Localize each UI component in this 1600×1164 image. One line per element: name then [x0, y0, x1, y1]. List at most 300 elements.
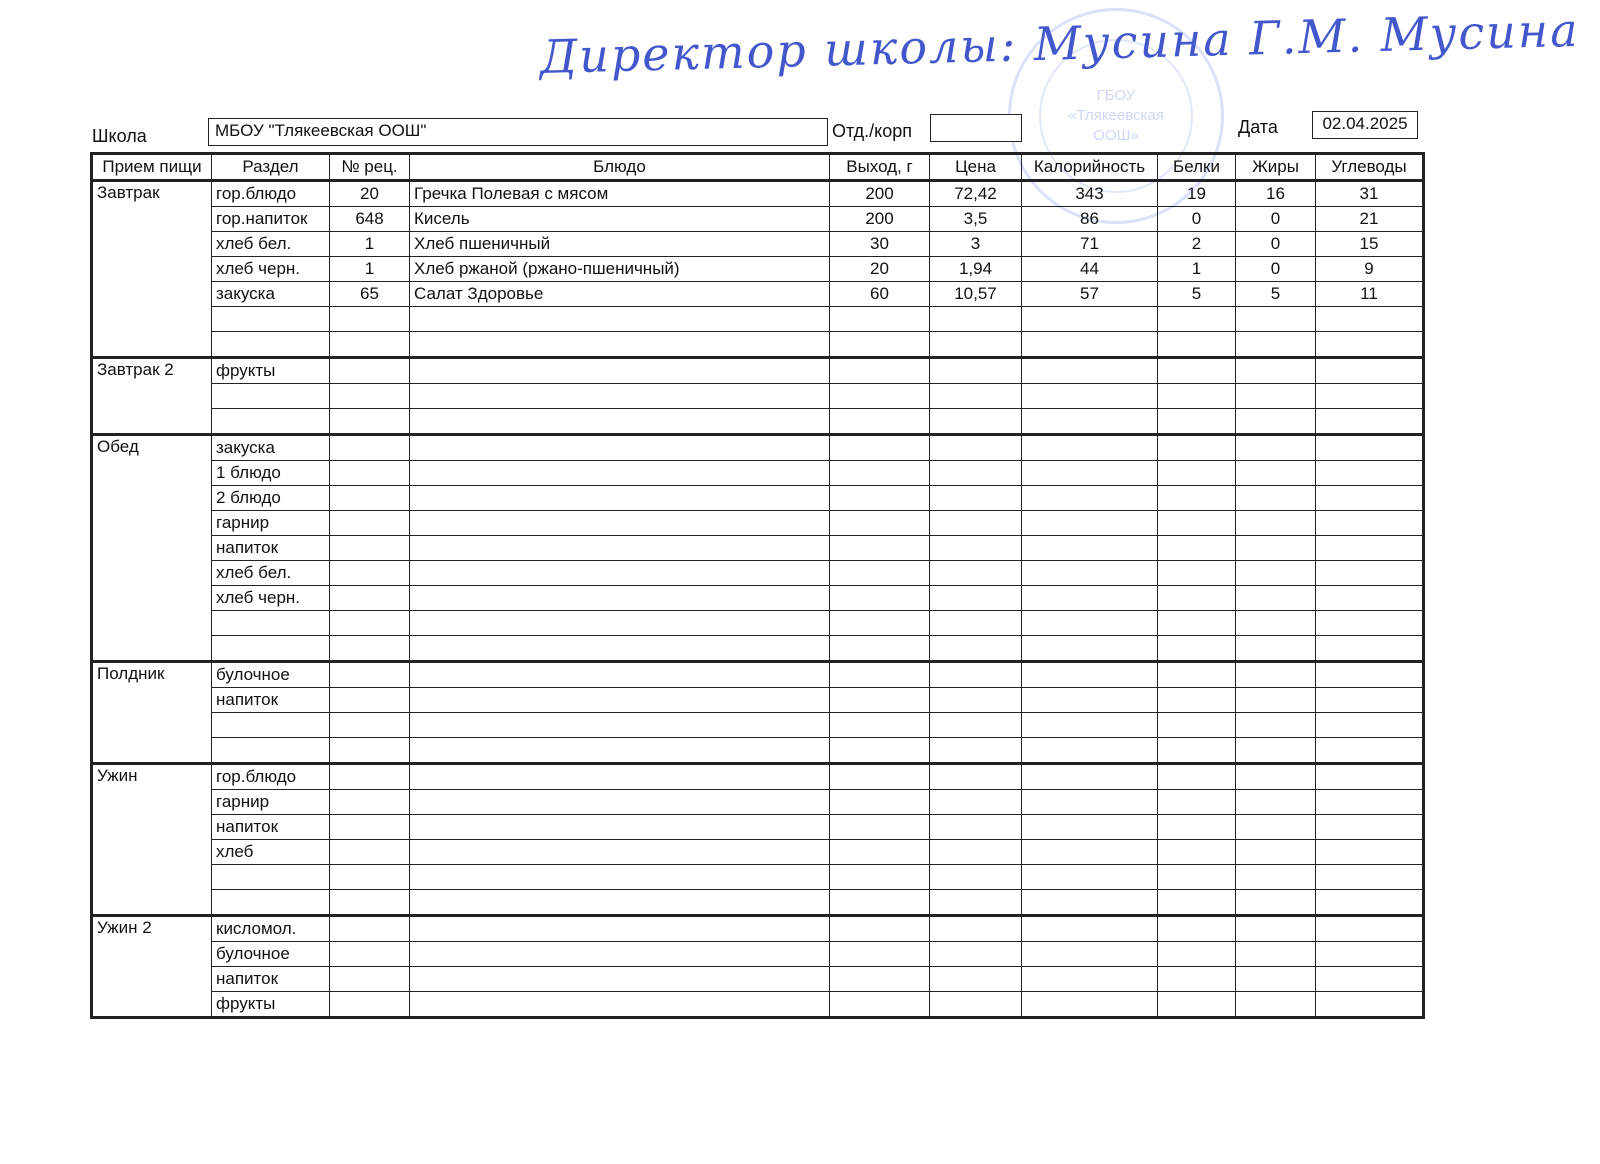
price-cell [930, 916, 1022, 942]
dish-cell [410, 865, 830, 890]
dish-cell [410, 586, 830, 611]
recipe-cell [330, 384, 410, 409]
protein-cell: 5 [1158, 282, 1236, 307]
dish-cell [410, 790, 830, 815]
table-row [92, 636, 1424, 662]
yield-cell: 30 [830, 232, 930, 257]
protein-cell [1158, 461, 1236, 486]
protein-cell [1158, 942, 1236, 967]
table-row [92, 181, 1424, 207]
recipe-cell [330, 942, 410, 967]
section-cell: гарнир [212, 511, 330, 536]
carbs-cell [1316, 636, 1424, 662]
protein-cell [1158, 611, 1236, 636]
table-row [92, 435, 1424, 461]
section-cell [212, 332, 330, 358]
price-cell [930, 662, 1022, 688]
section-cell [212, 713, 330, 738]
dish-cell [410, 536, 830, 561]
carbs-cell [1316, 738, 1424, 764]
kcal-cell: 343 [1022, 181, 1158, 207]
stamp-line: ГБОУ [1096, 87, 1136, 104]
kcal-cell [1022, 764, 1158, 790]
col-header-protein: Белки [1158, 154, 1236, 181]
stamp-line: «Тлякеевская [1068, 107, 1164, 124]
fat-cell [1236, 586, 1316, 611]
price-cell [930, 713, 1022, 738]
fat-cell [1236, 662, 1316, 688]
yield-cell [830, 840, 930, 865]
fat-cell: 16 [1236, 181, 1316, 207]
recipe-cell [330, 790, 410, 815]
price-cell [930, 561, 1022, 586]
fat-cell [1236, 486, 1316, 511]
protein-cell [1158, 688, 1236, 713]
kcal-cell [1022, 586, 1158, 611]
school-label: Школа [92, 126, 147, 146]
section-cell: гор.блюдо [212, 181, 330, 207]
dish-cell [410, 307, 830, 332]
dish-cell [410, 636, 830, 662]
director-signature: Директор школы: Мусина Г.М. Мусина [539, 2, 1581, 85]
protein-cell [1158, 586, 1236, 611]
table-row [92, 688, 1424, 713]
recipe-cell [330, 561, 410, 586]
fat-cell [1236, 713, 1316, 738]
dish-cell: Салат Здоровье [410, 282, 830, 307]
dish-cell [410, 611, 830, 636]
recipe-cell [330, 916, 410, 942]
fat-cell [1236, 332, 1316, 358]
protein-cell [1158, 916, 1236, 942]
recipe-cell [330, 815, 410, 840]
price-cell [930, 890, 1022, 916]
carbs-cell [1316, 561, 1424, 586]
table-row [92, 764, 1424, 790]
fat-cell [1236, 461, 1316, 486]
yield-cell [830, 815, 930, 840]
kcal-cell [1022, 967, 1158, 992]
protein-cell [1158, 865, 1236, 890]
price-cell [930, 536, 1022, 561]
table-row [92, 384, 1424, 409]
table-row [92, 916, 1424, 942]
carbs-cell: 9 [1316, 257, 1424, 282]
dish-cell: Хлеб пшеничный [410, 232, 830, 257]
kcal-cell: 57 [1022, 282, 1158, 307]
fat-cell: 0 [1236, 257, 1316, 282]
kcal-cell [1022, 511, 1158, 536]
carbs-cell [1316, 384, 1424, 409]
kcal-cell [1022, 461, 1158, 486]
protein-cell [1158, 561, 1236, 586]
date-field[interactable]: 02.04.2025 [1312, 111, 1418, 139]
protein-cell [1158, 536, 1236, 561]
section-cell [212, 865, 330, 890]
recipe-cell [330, 536, 410, 561]
dish-cell [410, 358, 830, 384]
protein-cell: 19 [1158, 181, 1236, 207]
recipe-cell [330, 461, 410, 486]
dish-cell: Хлеб ржаной (ржано-пшеничный) [410, 257, 830, 282]
yield-cell [830, 764, 930, 790]
section-cell: напиток [212, 967, 330, 992]
section-cell: гор.блюдо [212, 764, 330, 790]
protein-cell [1158, 738, 1236, 764]
price-cell [930, 384, 1022, 409]
dish-cell: Гречка Полевая с мясом [410, 181, 830, 207]
recipe-cell [330, 586, 410, 611]
yield-cell [830, 461, 930, 486]
section-cell: 2 блюдо [212, 486, 330, 511]
carbs-cell [1316, 536, 1424, 561]
yield-cell: 20 [830, 257, 930, 282]
kcal-cell [1022, 486, 1158, 511]
dish-cell [410, 942, 830, 967]
fat-cell [1236, 358, 1316, 384]
carbs-cell [1316, 916, 1424, 942]
recipe-cell [330, 688, 410, 713]
yield-cell [830, 865, 930, 890]
section-cell: закуска [212, 435, 330, 461]
table-row [92, 713, 1424, 738]
recipe-cell: 1 [330, 232, 410, 257]
price-cell [930, 764, 1022, 790]
kcal-cell [1022, 636, 1158, 662]
table-row [92, 942, 1424, 967]
fat-cell: 0 [1236, 232, 1316, 257]
table-row [92, 257, 1424, 282]
kcal-cell [1022, 713, 1158, 738]
protein-cell [1158, 840, 1236, 865]
carbs-cell [1316, 713, 1424, 738]
price-cell [930, 636, 1022, 662]
kcal-cell: 71 [1022, 232, 1158, 257]
carbs-cell [1316, 358, 1424, 384]
yield-cell [830, 967, 930, 992]
table-row [92, 890, 1424, 916]
dish-cell: Кисель [410, 207, 830, 232]
dish-cell [410, 461, 830, 486]
dish-cell [410, 764, 830, 790]
fat-cell [1236, 967, 1316, 992]
school-field[interactable]: МБОУ "Тлякеевская ООШ" [208, 118, 828, 146]
yield-cell: 200 [830, 181, 930, 207]
col-header-yield: Выход, г [830, 154, 930, 181]
fat-cell [1236, 307, 1316, 332]
recipe-cell [330, 636, 410, 662]
dish-cell [410, 561, 830, 586]
carbs-cell [1316, 586, 1424, 611]
section-cell [212, 307, 330, 332]
protein-cell: 0 [1158, 207, 1236, 232]
dish-cell [410, 435, 830, 461]
protein-cell [1158, 713, 1236, 738]
fat-cell [1236, 992, 1316, 1018]
dish-cell [410, 688, 830, 713]
dish-cell [410, 738, 830, 764]
col-header-recipe: № рец. [330, 154, 410, 181]
carbs-cell: 11 [1316, 282, 1424, 307]
meal-cell: Завтрак [92, 181, 212, 358]
price-cell [930, 332, 1022, 358]
recipe-cell: 20 [330, 181, 410, 207]
price-cell [930, 307, 1022, 332]
table-row [92, 511, 1424, 536]
protein-cell [1158, 486, 1236, 511]
recipe-cell [330, 764, 410, 790]
protein-cell [1158, 435, 1236, 461]
section-cell: булочное [212, 662, 330, 688]
section-cell [212, 738, 330, 764]
price-cell: 10,57 [930, 282, 1022, 307]
section-cell: хлеб черн. [212, 586, 330, 611]
section-cell: хлеб [212, 840, 330, 865]
table-row [92, 232, 1424, 257]
price-cell [930, 486, 1022, 511]
fat-cell [1236, 840, 1316, 865]
fat-cell [1236, 435, 1316, 461]
price-cell [930, 358, 1022, 384]
protein-cell: 2 [1158, 232, 1236, 257]
dish-cell [410, 713, 830, 738]
table-row [92, 358, 1424, 384]
price-cell [930, 511, 1022, 536]
section-cell: 1 блюдо [212, 461, 330, 486]
section-cell: напиток [212, 815, 330, 840]
kcal-cell [1022, 688, 1158, 713]
col-header-kcal: Калорийность [1022, 154, 1158, 181]
table-row [92, 207, 1424, 232]
table-row [92, 738, 1424, 764]
carbs-cell: 21 [1316, 207, 1424, 232]
yield-cell [830, 738, 930, 764]
yield-cell [830, 536, 930, 561]
protein-cell [1158, 384, 1236, 409]
yield-cell [830, 636, 930, 662]
fat-cell [1236, 815, 1316, 840]
section-cell: закуска [212, 282, 330, 307]
kcal-cell: 86 [1022, 207, 1158, 232]
dish-cell [410, 511, 830, 536]
kcal-cell [1022, 942, 1158, 967]
price-cell [930, 865, 1022, 890]
carbs-cell: 31 [1316, 181, 1424, 207]
section-cell: фрукты [212, 992, 330, 1018]
carbs-cell [1316, 764, 1424, 790]
table-row [92, 992, 1424, 1018]
section-cell: хлеб черн. [212, 257, 330, 282]
recipe-cell [330, 611, 410, 636]
recipe-cell [330, 486, 410, 511]
yield-cell [830, 332, 930, 358]
recipe-cell [330, 967, 410, 992]
kcal-cell [1022, 611, 1158, 636]
carbs-cell [1316, 890, 1424, 916]
kcal-cell [1022, 307, 1158, 332]
carbs-cell [1316, 332, 1424, 358]
section-cell: напиток [212, 536, 330, 561]
fat-cell [1236, 790, 1316, 815]
meal-cell: Завтрак 2 [92, 358, 212, 435]
carbs-cell [1316, 611, 1424, 636]
protein-cell [1158, 967, 1236, 992]
fat-cell [1236, 611, 1316, 636]
dish-cell [410, 815, 830, 840]
col-header-section: Раздел [212, 154, 330, 181]
table-row [92, 461, 1424, 486]
recipe-cell [330, 865, 410, 890]
yield-cell [830, 409, 930, 435]
protein-cell: 1 [1158, 257, 1236, 282]
section-cell: булочное [212, 942, 330, 967]
section-cell: фрукты [212, 358, 330, 384]
protein-cell [1158, 332, 1236, 358]
recipe-cell [330, 511, 410, 536]
section-cell: гарнир [212, 790, 330, 815]
dish-cell [410, 486, 830, 511]
table-row [92, 967, 1424, 992]
meal-cell: Ужин 2 [92, 916, 212, 1018]
table-row [92, 840, 1424, 865]
table-row [92, 332, 1424, 358]
yield-cell [830, 358, 930, 384]
menu-table [90, 152, 1425, 1019]
price-cell [930, 967, 1022, 992]
recipe-cell: 65 [330, 282, 410, 307]
yield-cell: 200 [830, 207, 930, 232]
fat-cell [1236, 916, 1316, 942]
yield-cell [830, 662, 930, 688]
table-row [92, 790, 1424, 815]
col-header-price: Цена [930, 154, 1022, 181]
kcal-cell [1022, 409, 1158, 435]
col-header-meal: Прием пищи [92, 154, 212, 181]
menu-body [92, 181, 1424, 1018]
price-cell [930, 738, 1022, 764]
kcal-cell [1022, 384, 1158, 409]
kcal-cell [1022, 865, 1158, 890]
col-header-dish: Блюдо [410, 154, 830, 181]
table-row [92, 662, 1424, 688]
col-header-fat: Жиры [1236, 154, 1316, 181]
yield-cell [830, 586, 930, 611]
kcal-cell [1022, 662, 1158, 688]
section-cell: хлеб бел. [212, 561, 330, 586]
yield-cell [830, 307, 930, 332]
carbs-cell [1316, 307, 1424, 332]
recipe-cell [330, 890, 410, 916]
date-label: Дата [1238, 117, 1278, 137]
table-row [92, 611, 1424, 636]
fat-cell [1236, 561, 1316, 586]
carbs-cell [1316, 688, 1424, 713]
kcal-cell [1022, 790, 1158, 815]
section-cell [212, 384, 330, 409]
protein-cell [1158, 790, 1236, 815]
recipe-cell: 1 [330, 257, 410, 282]
protein-cell [1158, 992, 1236, 1018]
header-row [92, 154, 1424, 181]
carbs-cell [1316, 511, 1424, 536]
fat-cell [1236, 384, 1316, 409]
kcal-cell [1022, 840, 1158, 865]
carbs-cell [1316, 435, 1424, 461]
carbs-cell [1316, 790, 1424, 815]
section-cell: хлеб бел. [212, 232, 330, 257]
price-cell [930, 992, 1022, 1018]
fat-cell: 0 [1236, 207, 1316, 232]
price-cell [930, 435, 1022, 461]
price-cell [930, 586, 1022, 611]
protein-cell [1158, 307, 1236, 332]
dish-cell [410, 967, 830, 992]
yield-cell [830, 435, 930, 461]
dept-label: Отд./корп [832, 121, 912, 141]
protein-cell [1158, 511, 1236, 536]
carbs-cell [1316, 967, 1424, 992]
kcal-cell [1022, 536, 1158, 561]
section-cell: кисломол. [212, 916, 330, 942]
recipe-cell [330, 840, 410, 865]
table-row [92, 561, 1424, 586]
dish-cell [410, 662, 830, 688]
dept-field[interactable] [930, 114, 1022, 142]
fat-cell [1236, 764, 1316, 790]
yield-cell [830, 916, 930, 942]
fat-cell [1236, 636, 1316, 662]
dish-cell [410, 890, 830, 916]
fat-cell [1236, 409, 1316, 435]
kcal-cell [1022, 561, 1158, 586]
kcal-cell: 44 [1022, 257, 1158, 282]
yield-cell: 60 [830, 282, 930, 307]
carbs-cell [1316, 865, 1424, 890]
yield-cell [830, 511, 930, 536]
carbs-cell [1316, 461, 1424, 486]
carbs-cell [1316, 662, 1424, 688]
protein-cell [1158, 358, 1236, 384]
carbs-cell [1316, 409, 1424, 435]
recipe-cell [330, 307, 410, 332]
price-cell [930, 409, 1022, 435]
price-cell [930, 688, 1022, 713]
section-cell [212, 409, 330, 435]
table-row [92, 282, 1424, 307]
kcal-cell [1022, 738, 1158, 764]
recipe-cell [330, 662, 410, 688]
fat-cell [1236, 865, 1316, 890]
recipe-cell [330, 358, 410, 384]
dish-cell [410, 409, 830, 435]
price-cell [930, 840, 1022, 865]
fat-cell: 5 [1236, 282, 1316, 307]
col-header-carbs: Углеводы [1316, 154, 1424, 181]
protein-cell [1158, 815, 1236, 840]
protein-cell [1158, 764, 1236, 790]
dish-cell [410, 384, 830, 409]
table-row [92, 815, 1424, 840]
meal-cell: Ужин [92, 764, 212, 916]
recipe-cell [330, 435, 410, 461]
yield-cell [830, 890, 930, 916]
table-row [92, 536, 1424, 561]
carbs-cell [1316, 486, 1424, 511]
yield-cell [830, 942, 930, 967]
recipe-cell [330, 992, 410, 1018]
carbs-cell [1316, 840, 1424, 865]
kcal-cell [1022, 815, 1158, 840]
